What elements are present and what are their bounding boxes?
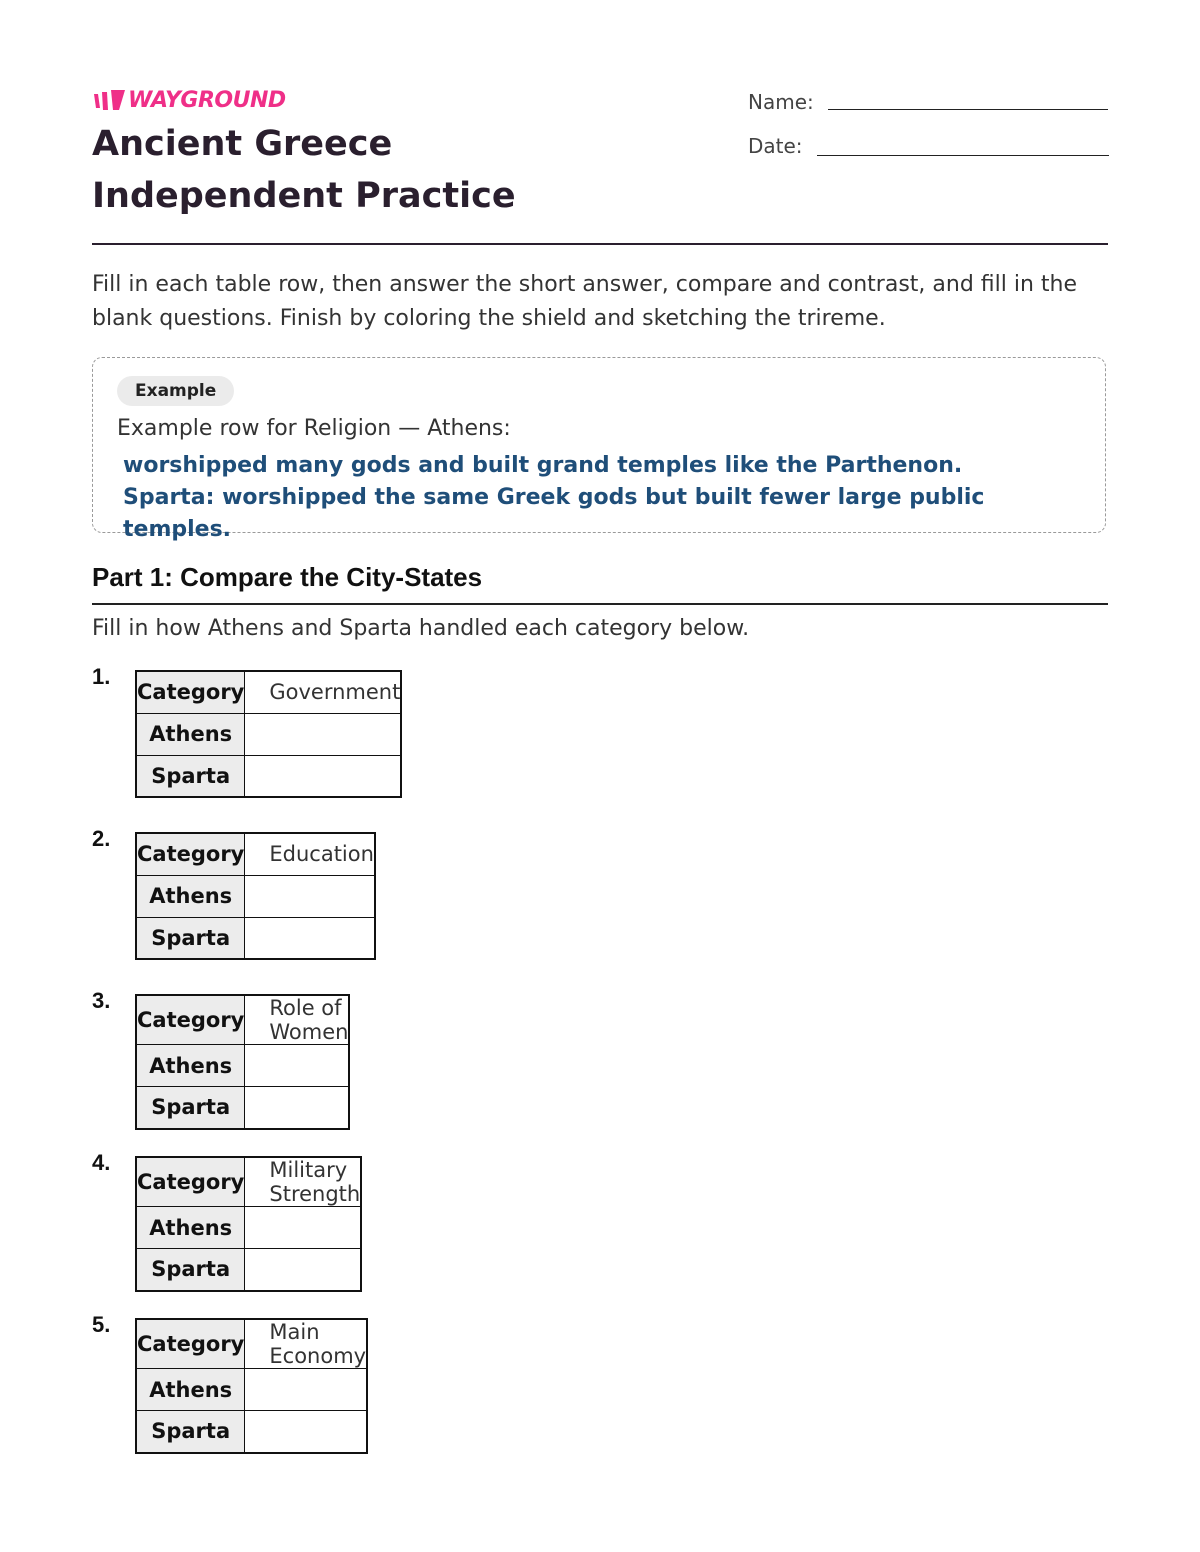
- wayground-logo-icon: [92, 88, 126, 112]
- athens-header: Athens: [136, 1369, 245, 1411]
- example-intro: Example row for Religion — Athens:: [117, 416, 511, 441]
- date-label: Date:: [748, 134, 803, 158]
- sparta-answer-cell[interactable]: [245, 917, 375, 959]
- category-header: Category: [136, 671, 245, 713]
- category-header: Category: [136, 1319, 245, 1369]
- name-field[interactable]: [748, 90, 1108, 114]
- question-number: 2.: [92, 826, 111, 851]
- table-row: [136, 1045, 349, 1087]
- athens-answer-cell[interactable]: [245, 1369, 367, 1411]
- worksheet-instructions: Fill in each table row, then answer the short answer, compare and contrast, and fill in the blank questions. Finish by coloring the shield and sketching the trireme.: [92, 272, 1078, 331]
- date-field[interactable]: [748, 134, 1109, 158]
- table-row: [136, 1369, 367, 1411]
- table-row: [136, 1207, 361, 1249]
- athens-header: Athens: [136, 875, 245, 917]
- category-value: Main Economy: [245, 1319, 367, 1369]
- table-row: [136, 995, 349, 1045]
- athens-header: Athens: [136, 1207, 245, 1249]
- question-number: 3.: [92, 988, 111, 1013]
- table-row: [136, 917, 375, 959]
- sparta-answer-cell[interactable]: [245, 755, 401, 797]
- table-row: [136, 671, 401, 713]
- table-row: [136, 1249, 361, 1291]
- part1-title: Part 1: Compare the City-States: [92, 562, 483, 592]
- compare-table: [135, 670, 402, 798]
- worksheet-page: [92, 0, 1108, 1552]
- category-value: Military Strength: [245, 1157, 361, 1207]
- sparta-header: Sparta: [136, 1249, 245, 1291]
- table-row: [136, 713, 401, 755]
- category-value: Government: [245, 671, 401, 713]
- compare-table: [135, 832, 376, 960]
- name-line[interactable]: [828, 108, 1108, 110]
- header-divider: [92, 243, 1108, 245]
- category-header: Category: [136, 833, 245, 875]
- question-number: 5.: [92, 1312, 111, 1337]
- category-value: Education: [245, 833, 375, 875]
- table-row: [136, 833, 375, 875]
- table-row: [136, 1087, 349, 1129]
- sparta-answer-cell[interactable]: [245, 1411, 367, 1453]
- question-number: 1.: [92, 664, 111, 689]
- category-header: Category: [136, 995, 245, 1045]
- sparta-header: Sparta: [136, 755, 245, 797]
- example-answer: worshipped many gods and built grand temples like the Parthenon. Sparta: worshipped the same Greek gods but built fewer large public temples.: [123, 453, 985, 542]
- worksheet-title: Ancient Greece Independent Practice: [92, 124, 516, 216]
- name-label: Name:: [748, 90, 814, 114]
- compare-table: [135, 1156, 362, 1292]
- category-header: Category: [136, 1157, 245, 1207]
- sparta-header: Sparta: [136, 1411, 245, 1453]
- brand-name: WAYGROUND: [128, 87, 286, 113]
- athens-header: Athens: [136, 713, 245, 755]
- part1-instructions: Fill in how Athens and Sparta handled each category below.: [92, 616, 750, 641]
- table-row: [136, 1411, 367, 1453]
- athens-answer-cell[interactable]: [245, 875, 375, 917]
- table-row: [136, 755, 401, 797]
- table-row: [136, 1319, 367, 1369]
- compare-table: [135, 994, 350, 1130]
- compare-table: [135, 1318, 368, 1454]
- table-row: [136, 875, 375, 917]
- athens-answer-cell[interactable]: [245, 713, 401, 755]
- example-box: [92, 357, 1106, 542]
- sparta-answer-cell[interactable]: [245, 1087, 350, 1129]
- category-value: Role of Women: [245, 995, 350, 1045]
- athens-answer-cell[interactable]: [245, 1045, 350, 1087]
- brand-logo: [92, 86, 286, 114]
- sparta-header: Sparta: [136, 917, 245, 959]
- table-row: [136, 1157, 361, 1207]
- sparta-answer-cell[interactable]: [245, 1249, 361, 1291]
- date-line[interactable]: [817, 154, 1109, 156]
- athens-header: Athens: [136, 1045, 245, 1087]
- question-number: 4.: [92, 1150, 111, 1175]
- athens-answer-cell[interactable]: [245, 1207, 361, 1249]
- example-badge: Example: [117, 376, 234, 406]
- section-divider: [92, 603, 1108, 605]
- sparta-header: Sparta: [136, 1087, 245, 1129]
